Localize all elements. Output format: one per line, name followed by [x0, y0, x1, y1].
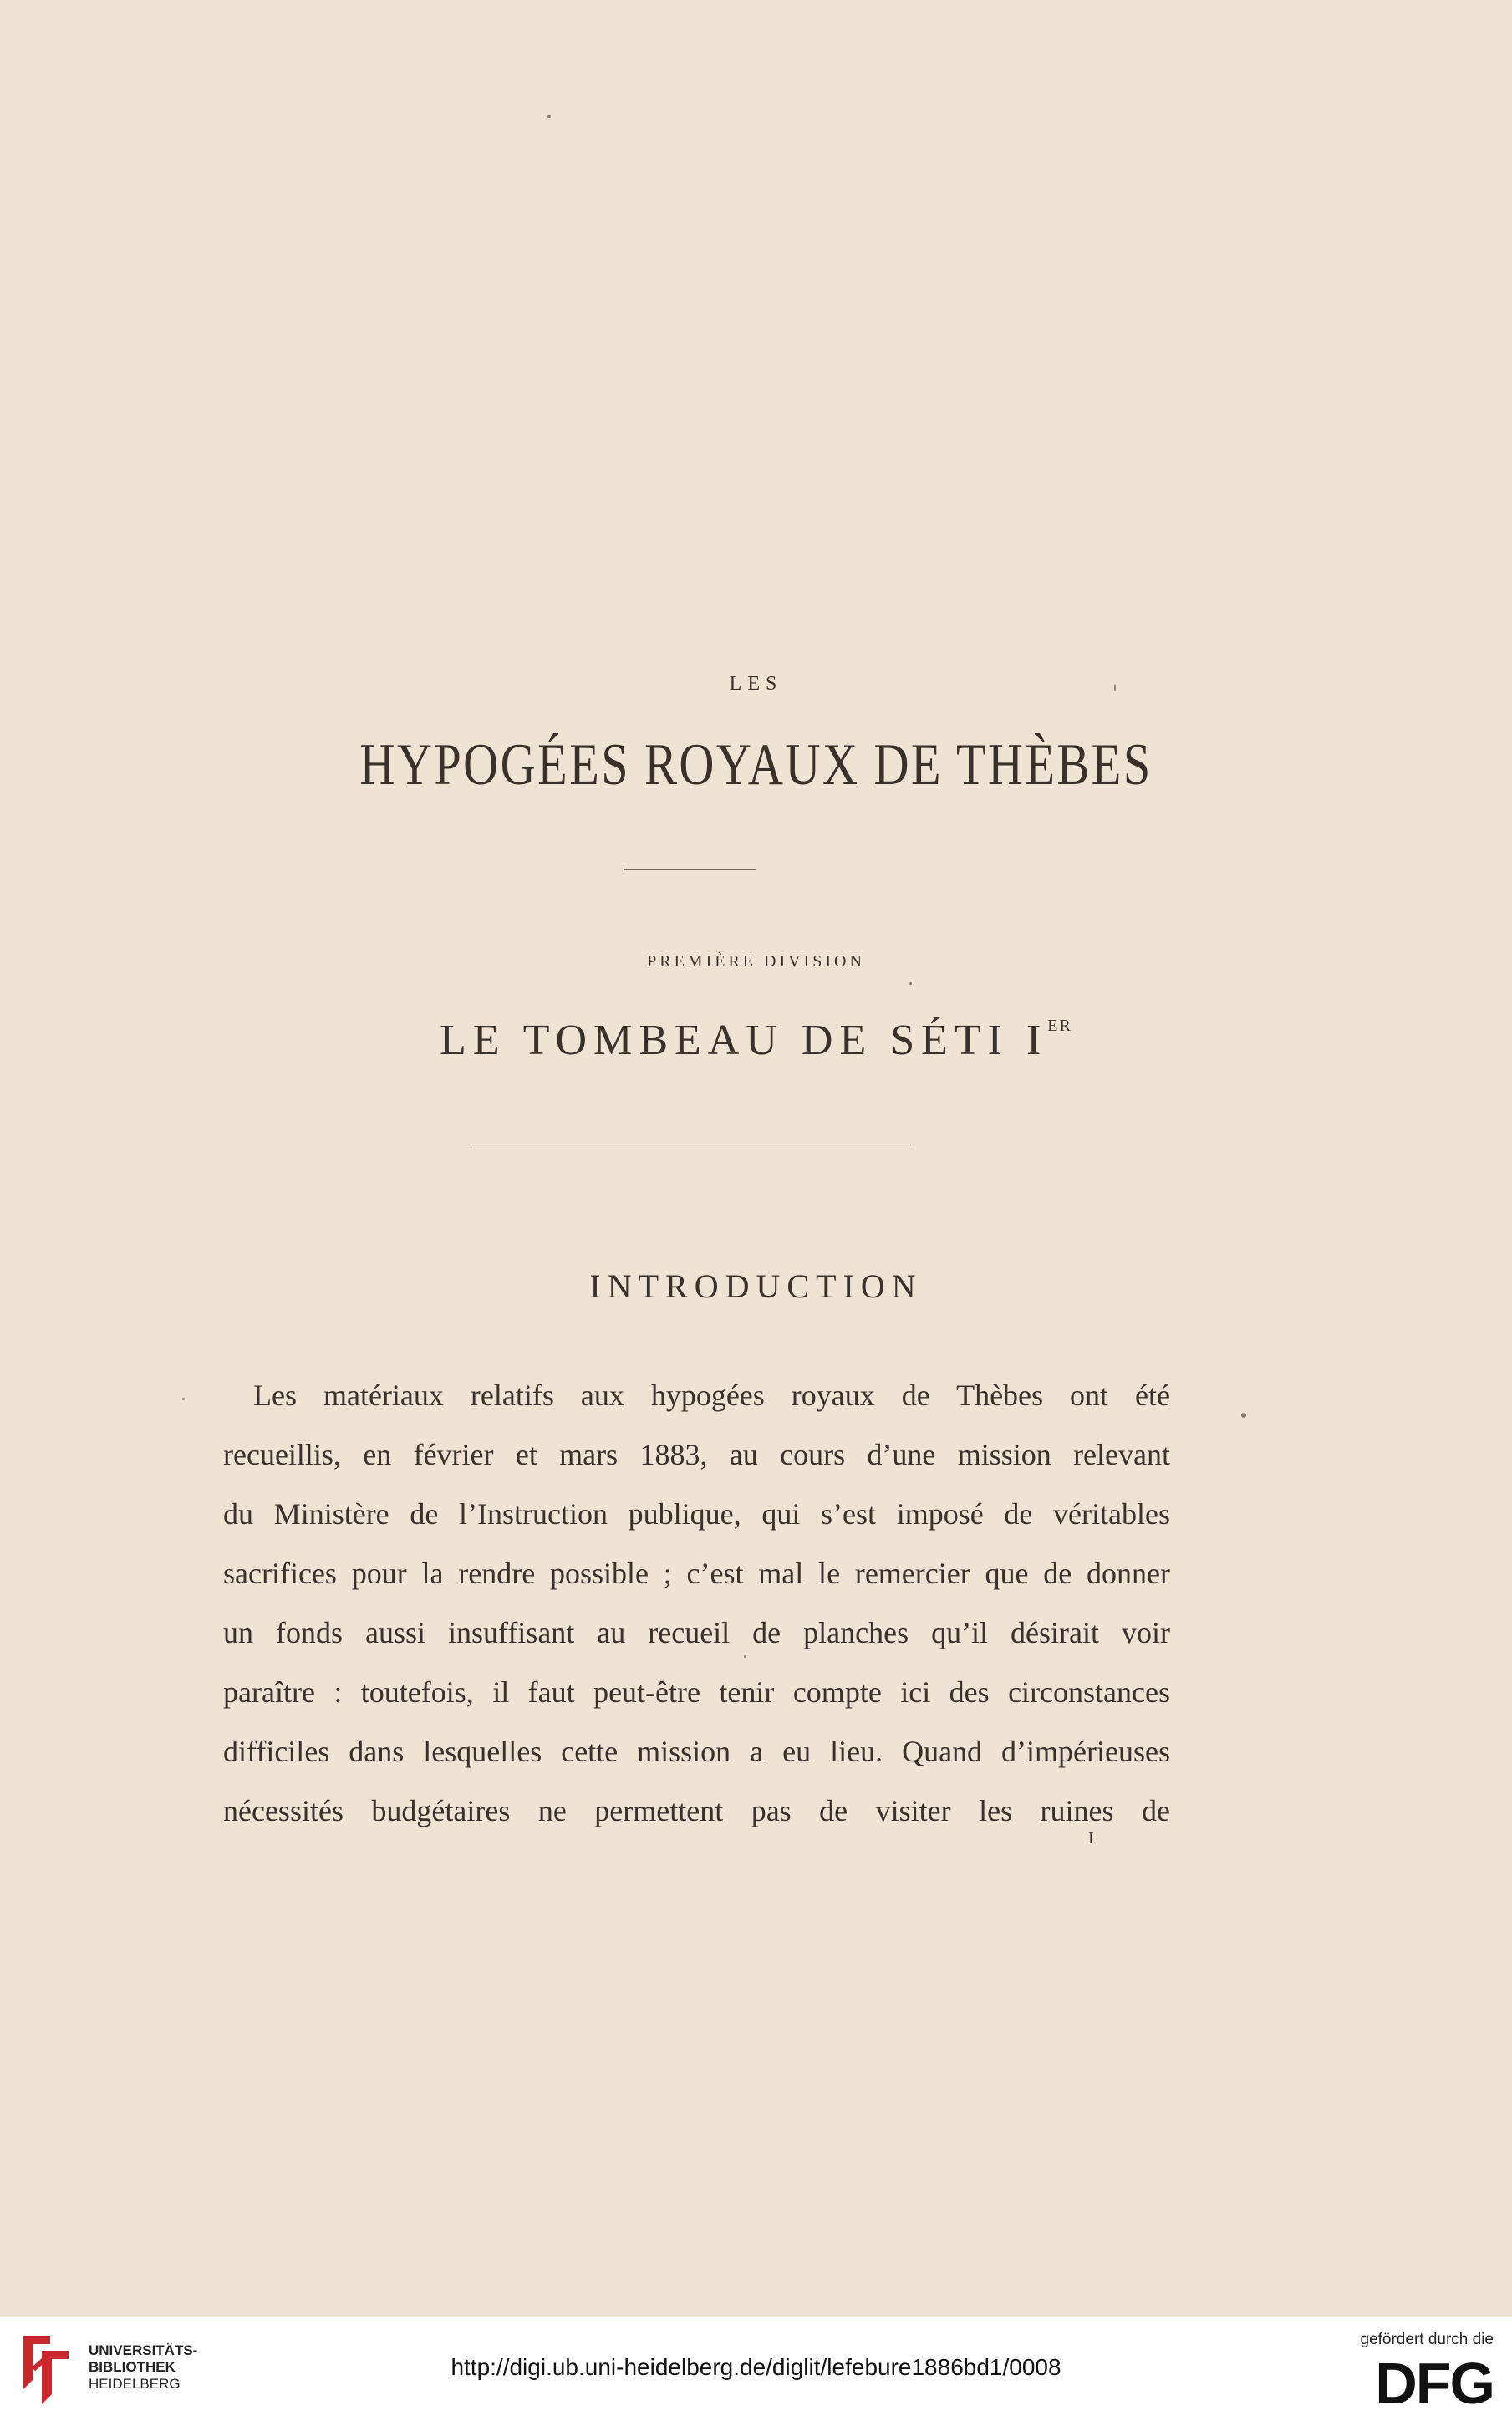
title-rule [624, 869, 756, 870]
series-label: LES [729, 673, 783, 695]
paper-speck [182, 1398, 185, 1400]
body-line: recueillis, en février et mars 1883, au cours d’une mission relevant [223, 1438, 1170, 1471]
tomb-title-superscript: ER [1047, 1017, 1072, 1035]
main-title: HYPOGÉES ROYAUX DE THÈBES [359, 732, 1153, 798]
signature-mark: I [1088, 1829, 1094, 1848]
division-label: PREMIÈRE DIVISION [647, 952, 865, 971]
footer-bar [0, 2317, 1512, 2421]
funding-caption: gefördert durch die [1360, 2331, 1494, 2348]
library-line-3: HEIDELBERG [89, 2376, 181, 2392]
body-line: paraître : toutefois, il faut peut-être tenir compte ici des circonstances [223, 1675, 1170, 1709]
dfg-logo-icon: DFG [1375, 2351, 1494, 2416]
body-line: du Ministère de l’Instruction publique, qui s’est imposé de véritables [223, 1497, 1170, 1531]
library-line-1: UNIVERSITÄTS- [89, 2342, 198, 2358]
library-line-2: BIBLIOTHEK [89, 2359, 176, 2375]
permalink-url[interactable]: http://digi.ub.uni-heidelberg.de/diglit/lefebure1886bd1/0008 [451, 2354, 1061, 2380]
body-line: sacrifices pour la rendre possible ; c’est mal le remercier que de donner [223, 1557, 1170, 1590]
paper-speck [909, 982, 912, 985]
body-paragraph [223, 1366, 1170, 1841]
paper-speck [547, 115, 551, 118]
body-line: difficiles dans lesquelles cette mission a eu lieu. Quand d’impérieuses [223, 1735, 1170, 1768]
body-line: Les matériaux relatifs aux hypogées royaux de Thèbes ont été [253, 1379, 1170, 1412]
body-line: un fonds aussi insuffisant au recueil de planches qu’il désirait voir [223, 1616, 1170, 1649]
tomb-title-text: LE TOMBEAU DE SÉTI I [440, 1017, 1048, 1064]
paper-speck [1241, 1413, 1246, 1418]
section-heading: INTRODUCTION [589, 1267, 923, 1305]
tomb-title [0, 1016, 1512, 1065]
body-line: nécessités budgétaires ne permettent pas de visiter les ruines de [223, 1794, 1170, 1827]
